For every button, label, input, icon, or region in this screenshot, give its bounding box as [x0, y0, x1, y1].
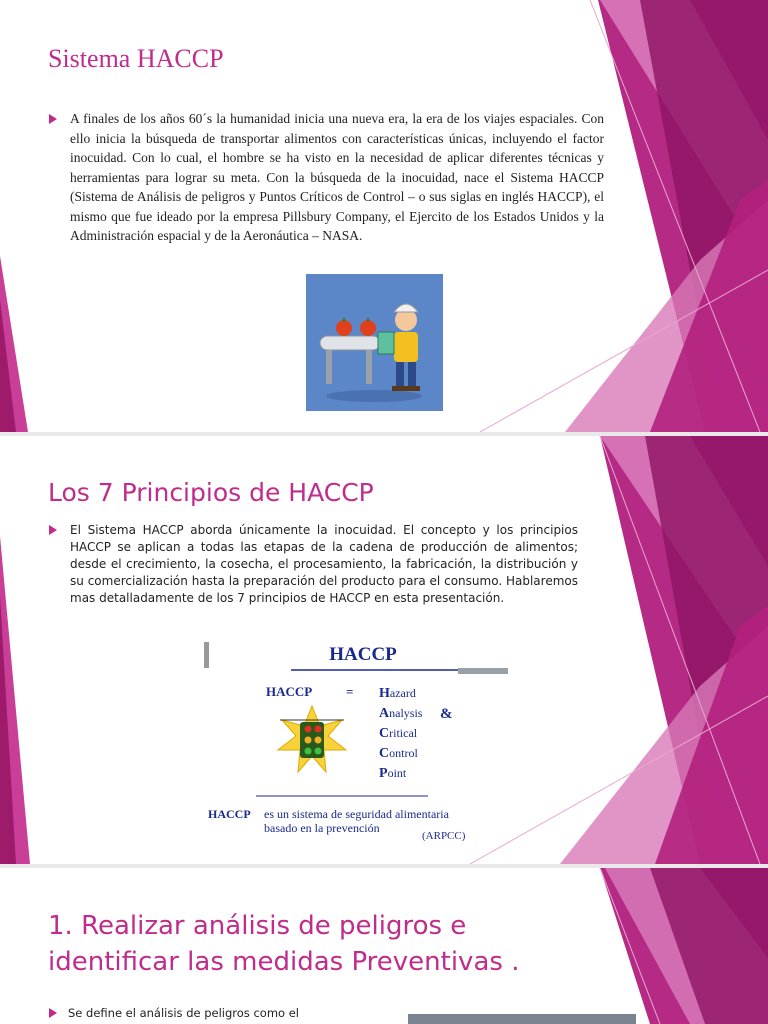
diagram-heading: HACCP	[329, 644, 397, 665]
triangle-right-icon	[49, 114, 57, 124]
acronym-word-list	[379, 686, 453, 781]
diagram-caption-line2: basado en la prevención	[264, 821, 380, 835]
page-title: 1. Realizar análisis de peligros e identificar las medidas Preventivas .	[48, 911, 520, 977]
page-title: Sistema HACCP	[48, 44, 224, 73]
slide-body-text: El Sistema HACCP aborda únicamente la inocuidad. El concepto y los principios HACCP se aplican a todas las etapas de la cadena de producción de alimentos; desde el crecimiento, la cosecha, el procesamiento, la fabricación, la distribución y su comercialización hasta la preparación del producto para el consumo. Hablaremos mas detalladamente de los 7 principios de HACCP en esta presentación.	[70, 523, 578, 605]
diagram-left-term: HACCP	[266, 684, 313, 699]
diagram-ampersand: &	[440, 706, 453, 722]
slide-body-text: A finales de los años 60´s la humanidad inicia una nueva era, la era de los viajes espaciales. Con ello inicia la búsqueda de transportar alimentos con características únicas, incluyendo el factor inocuidad. Con lo cual, el hombre se ha visto en la necesidad de aplicar diferentes técnicas y herramientas para lograr su meta. Con la búsqueda de la inocuidad, nace el Sistema HACCP (Sistema de Análisis de peligros y Puntos Críticos de Control – o sus siglas en inglés HACCP), el mismo que fue ideado por la empresa Pillsbury Company, el Ejercito de los Estados Unidos y la Administración espacial y de la Aeronáutica – NASA.	[70, 111, 604, 243]
diagram-caption-abbr: (ARPCC)	[422, 830, 466, 842]
triangle-right-icon	[49, 1008, 57, 1018]
triangle-right-icon	[49, 525, 57, 535]
acronym-word: Point	[379, 766, 407, 781]
diagram-caption-bold: HACCP	[208, 807, 251, 821]
diagram-equals: =	[346, 684, 354, 699]
slide-analisis-peligros	[0, 868, 768, 1024]
acronym-word: Critical	[379, 726, 418, 741]
slide-siete-principios	[0, 436, 768, 864]
acronym-word: Control	[379, 746, 418, 761]
traffic-light-icon	[278, 706, 346, 772]
acronym-word: Analysis	[379, 706, 423, 721]
slide-body-text: Se define el análisis de peligros como el	[68, 1006, 299, 1020]
page-title: Los 7 Principios de HACCP	[48, 478, 374, 507]
haccp-definition-diagram	[196, 636, 526, 844]
acronym-word: Hazard	[379, 686, 416, 701]
slide-sistema-haccp	[0, 0, 768, 432]
diagram-caption-line1: es un sistema de seguridad alimentaria	[264, 807, 449, 821]
inspector-conveyor-illustration	[306, 274, 443, 411]
